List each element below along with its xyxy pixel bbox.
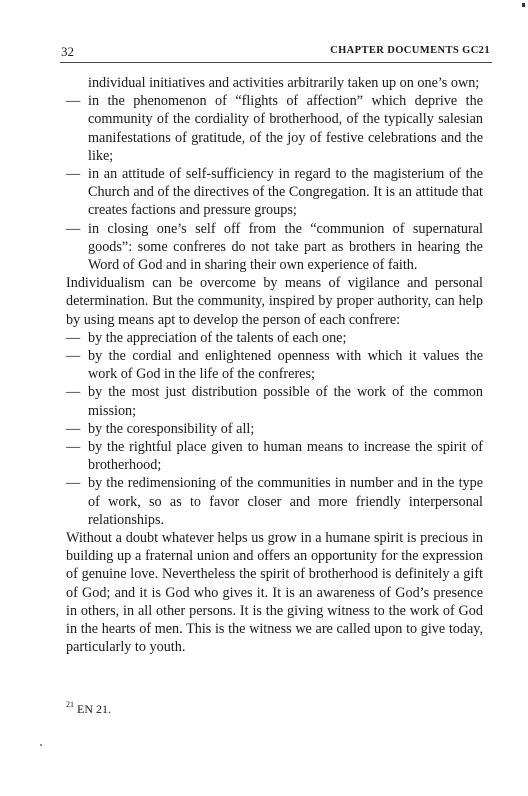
list-item [66,92,483,165]
list-item-text: by the appreciation of the talents of each one; [88,329,347,346]
dash-marker: — [66,348,81,365]
list-item [66,165,483,220]
footnote-text: EN 21. [77,702,111,716]
dash-marker: — [66,166,81,183]
footnote-marker: 21 [66,700,74,709]
list-item-text: by the coresponsibility of all; [88,420,255,437]
paragraph: Without a doubt whatever helps us grow in a humane spirit is precious in building up a fraternal union and offers an opportunity for the expression of genuine love. Nevertheless the spirit of brotherhood is definitely a gift of God; and it is God who gives it. It is an awareness of God’s presence in others, in all other persons. It is the giving witness to the work of God in the hearts of men. This is the witness we are called upon to give today, particularly to youth. [66,530,483,656]
dash-marker: — [66,220,81,237]
dash-marker: — [66,329,81,346]
list-item-text: by the redimensioning of the communities in number and in the type of work, so as to favor closer and more friendly interpersonal relationships. [88,475,483,528]
header-rule [60,62,492,63]
list-item [66,329,483,347]
dash-marker: — [66,93,81,110]
body-text [66,74,483,657]
paragraph: Individualism can be overcome by means of vigilance and personal determination. But the community, inspired by proper authority, can help by using means apt to develop the person of each confrere: [66,275,483,328]
list-item [66,474,483,529]
list-item-text: by the most just distribution possible of the work of the common mission; [88,384,483,419]
footnote [66,702,111,717]
dash-marker: — [66,439,81,456]
running-header: CHAPTER DOCUMENTS GC21 [330,45,490,56]
list-item-text: in the phenomenon of “flights of affection” which deprive the community of the cordiality of brotherhood, of the typically salesian manifestations of gratitude, of the joy of festive celebrations and the like; [88,93,483,164]
list-item [66,347,483,383]
list-item [66,383,483,419]
continued-line: individual initiatives and activities arbitrarily taken up on one’s own; [88,75,480,91]
dash-marker: — [66,420,81,437]
dash-marker: — [66,384,81,401]
dash-marker: — [66,475,81,492]
list-item-text: by the cordial and enlightened openness with which it values the work of God in the life of the confreres; [88,348,483,383]
list-item-text: in an attitude of self-sufficiency in regard to the magisterium of the Church and of the directives of the Congregation. It is an attitude that creates factions and pressure groups; [88,166,483,219]
scan-mark [522,3,525,7]
scan-speck [40,744,42,746]
list-item [66,420,483,438]
list-item-text: in closing one’s self off from the “communion of supernatural goods”: some confreres do not take part as brothers in hearing the Word of God and in sharing their own experience of faith. [88,220,483,274]
list-item-text: by the rightful place given to human means to increase the spirit of brotherhood; [88,439,483,474]
list-item [66,220,483,275]
page-number: 32 [61,44,74,59]
list-item [66,438,483,474]
